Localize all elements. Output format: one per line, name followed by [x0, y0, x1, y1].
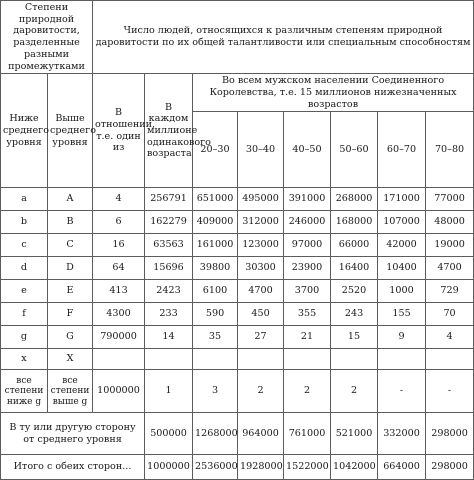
per-million-header: В каждом миллионе одинакового возраста — [145, 74, 193, 188]
age-cell: 10400 — [378, 257, 426, 280]
age-cell: 450 — [238, 303, 284, 326]
age-cell: 1522000 — [284, 455, 331, 480]
grade-high: G — [48, 326, 93, 349]
all-above-g: все степени выше g — [48, 370, 93, 413]
age-cell: 964000 — [238, 413, 284, 455]
age-cell: 761000 — [284, 413, 331, 455]
age-header: 60–70 — [378, 112, 426, 188]
age-header: 30–40 — [238, 112, 284, 188]
age-cell: 1268000 — [193, 413, 238, 455]
age-cell: 495000 — [238, 188, 284, 211]
age-header: 20–30 — [193, 112, 238, 188]
age-cell: 3 — [193, 370, 238, 413]
per-million-cell: 63563 — [145, 234, 193, 257]
per-million-cell: 14 — [145, 326, 193, 349]
age-cell: 1000 — [378, 280, 426, 303]
grade-low: d — [1, 257, 48, 280]
per-million-cell: 256791 — [145, 188, 193, 211]
age-cell — [426, 349, 474, 370]
age-cell: 3700 — [284, 280, 331, 303]
age-cell: 2520 — [331, 280, 378, 303]
ratio-cell: 64 — [93, 257, 145, 280]
age-cell — [331, 349, 378, 370]
age-cell: 171000 — [378, 188, 426, 211]
grade-high: C — [48, 234, 93, 257]
per-million-cell: 15696 — [145, 257, 193, 280]
total-label: Итого с обеих сторон... — [1, 455, 145, 480]
age-cell: 155 — [378, 303, 426, 326]
age-cell: 42000 — [378, 234, 426, 257]
age-cell: 391000 — [284, 188, 331, 211]
age-cell: 16400 — [331, 257, 378, 280]
age-cell: 590 — [193, 303, 238, 326]
either-side-row — [1, 413, 474, 455]
per-million-cell: 500000 — [145, 413, 193, 455]
grade-low: a — [1, 188, 48, 211]
ratio-cell: 790000 — [93, 326, 145, 349]
age-cell: 168000 — [331, 211, 378, 234]
per-million-cell: 1 — [145, 370, 193, 413]
age-cell: 246000 — [284, 211, 331, 234]
all-below-g: все степени ниже g — [1, 370, 48, 413]
ratio-cell: 16 — [93, 234, 145, 257]
ratio-cell: 4300 — [93, 303, 145, 326]
grade-high: E — [48, 280, 93, 303]
per-million-cell: 233 — [145, 303, 193, 326]
ratio-cell: 6 — [93, 211, 145, 234]
either-side-label: В ту или другую сторону от среднего уровня — [1, 413, 145, 455]
table-row — [1, 303, 474, 326]
age-cell: 39800 — [193, 257, 238, 280]
age-cell: 66000 — [331, 234, 378, 257]
age-cell: 15 — [331, 326, 378, 349]
age-cell: 4700 — [426, 257, 474, 280]
ratio-cell: 413 — [93, 280, 145, 303]
table-row — [1, 234, 474, 257]
table-row — [1, 188, 474, 211]
age-cell: - — [426, 370, 474, 413]
ratio-cell: 1000000 — [93, 370, 145, 413]
age-cell: 107000 — [378, 211, 426, 234]
age-cell: 312000 — [238, 211, 284, 234]
age-cell: 243 — [331, 303, 378, 326]
grade-low: x — [1, 349, 48, 370]
age-cell: 332000 — [378, 413, 426, 455]
age-cell: 30300 — [238, 257, 284, 280]
per-million-cell: 162279 — [145, 211, 193, 234]
age-cell — [378, 349, 426, 370]
age-cell: 77000 — [426, 188, 474, 211]
age-cell: 161000 — [193, 234, 238, 257]
age-cell: 2536000 — [193, 455, 238, 480]
age-cell: 1042000 — [331, 455, 378, 480]
per-million-cell — [145, 349, 193, 370]
age-cell: 4700 — [238, 280, 284, 303]
people-title: Число людей, относящихся к различным степеням природной даровитости по их общей талантливости или специальным способностям — [93, 1, 474, 74]
age-cell: 298000 — [426, 413, 474, 455]
all-grades-row — [1, 370, 474, 413]
age-cell: 729 — [426, 280, 474, 303]
age-cell: 23900 — [284, 257, 331, 280]
grade-low: e — [1, 280, 48, 303]
table-row — [1, 326, 474, 349]
age-header: 50–60 — [331, 112, 378, 188]
age-cell: - — [378, 370, 426, 413]
header-row-2 — [1, 74, 474, 112]
age-cell: 97000 — [284, 234, 331, 257]
grade-high: A — [48, 188, 93, 211]
below-average-header: Ниже среднего уровня — [1, 74, 48, 188]
grade-low: g — [1, 326, 48, 349]
grade-high: F — [48, 303, 93, 326]
age-cell: 19000 — [426, 234, 474, 257]
grade-low: f — [1, 303, 48, 326]
age-cell: 70 — [426, 303, 474, 326]
ratio-header: В отношении, т.е. один из — [93, 74, 145, 188]
total-row — [1, 455, 474, 480]
per-million-cell: 1000000 — [145, 455, 193, 480]
age-cell — [238, 349, 284, 370]
age-cell: 268000 — [331, 188, 378, 211]
age-cell: 27 — [238, 326, 284, 349]
age-cell: 664000 — [378, 455, 426, 480]
age-cell: 35 — [193, 326, 238, 349]
table-row — [1, 349, 474, 370]
ratio-cell: 4 — [93, 188, 145, 211]
above-average-header: Выше среднего уровня — [48, 74, 93, 188]
per-million-cell: 2423 — [145, 280, 193, 303]
grade-high: X — [48, 349, 93, 370]
age-cell — [193, 349, 238, 370]
grade-high: D — [48, 257, 93, 280]
grade-high: B — [48, 211, 93, 234]
age-cell: 298000 — [426, 455, 474, 480]
all-male-header: Во всем мужском населении Соединенного Королевства, т.е. 15 миллионов нижезначенных возрастов — [193, 74, 474, 112]
table-row — [1, 280, 474, 303]
age-cell: 1928000 — [238, 455, 284, 480]
grades-title: Степени природной даровитости, разделенные разными промежутками — [1, 1, 93, 74]
age-cell: 123000 — [238, 234, 284, 257]
age-cell: 2 — [238, 370, 284, 413]
table-row — [1, 211, 474, 234]
grade-low: b — [1, 211, 48, 234]
age-cell — [284, 349, 331, 370]
age-cell: 48000 — [426, 211, 474, 234]
age-cell: 2 — [331, 370, 378, 413]
ratio-cell — [93, 349, 145, 370]
age-cell: 2 — [284, 370, 331, 413]
age-cell: 409000 — [193, 211, 238, 234]
age-cell: 6100 — [193, 280, 238, 303]
age-cell: 4 — [426, 326, 474, 349]
age-cell: 9 — [378, 326, 426, 349]
header-row-1 — [1, 1, 474, 74]
age-header: 70–80 — [426, 112, 474, 188]
age-cell: 355 — [284, 303, 331, 326]
grade-low: c — [1, 234, 48, 257]
age-header: 40–50 — [284, 112, 331, 188]
age-cell: 521000 — [331, 413, 378, 455]
age-cell: 21 — [284, 326, 331, 349]
table-row — [1, 257, 474, 280]
age-cell: 651000 — [193, 188, 238, 211]
